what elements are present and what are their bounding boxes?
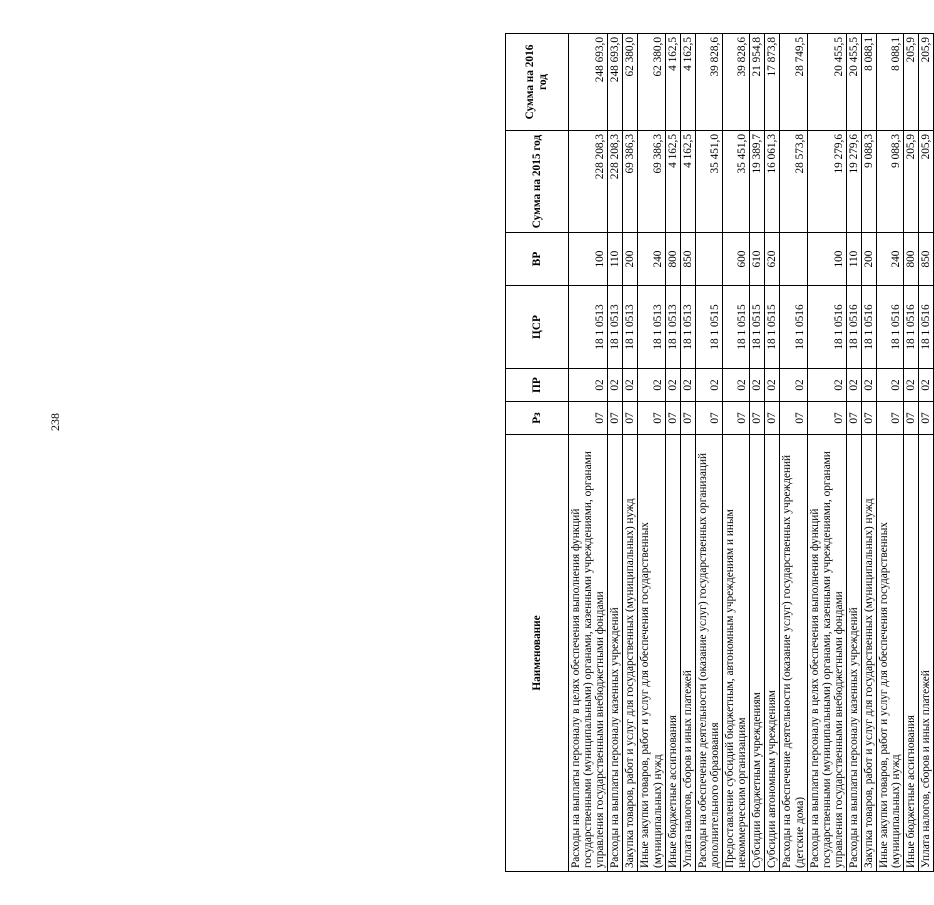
table-row	[723, 34, 750, 872]
row-vr	[780, 233, 807, 286]
table-row	[904, 34, 919, 872]
row-vr: 800	[665, 233, 680, 286]
header-rz: Рз	[506, 402, 569, 435]
row-vr: 850	[680, 233, 695, 286]
row-sum-2016: 248 693,0	[569, 34, 608, 131]
row-name: Иные бюджетные ассигнования	[665, 435, 680, 872]
table-header-row	[506, 34, 569, 872]
row-sum-2016: 62 380,0	[638, 34, 665, 131]
row-name: Расходы на выплаты персоналу казенных учреждений	[608, 435, 623, 872]
row-sum-2016: 21 954,8	[750, 34, 765, 131]
table-row	[861, 34, 876, 872]
table-row	[846, 34, 861, 872]
row-rz: 07	[569, 402, 608, 435]
row-rz: 07	[680, 402, 695, 435]
row-sum-2016: 205,9	[904, 34, 919, 131]
header-sum-2016: Сумма на 2016 год	[506, 34, 569, 131]
row-csr: 18 1 0515	[765, 286, 780, 369]
row-sum-2015: 69 386,3	[623, 131, 638, 233]
row-csr: 18 1 0513	[680, 286, 695, 369]
row-name: Уплата налогов, сборов и иных платежей	[919, 435, 934, 872]
row-pr: 02	[904, 369, 919, 402]
row-sum-2016: 248 693,0	[608, 34, 623, 131]
row-sum-2015: 4 162,5	[665, 131, 680, 233]
row-vr: 100	[807, 233, 846, 286]
row-rz: 07	[638, 402, 665, 435]
row-sum-2015: 205,9	[904, 131, 919, 233]
table-row	[807, 34, 846, 872]
row-csr: 18 1 0513	[638, 286, 665, 369]
table-row	[569, 34, 608, 872]
row-sum-2015: 228 208,3	[569, 131, 608, 233]
row-pr: 02	[780, 369, 807, 402]
row-vr: 200	[861, 233, 876, 286]
row-rz: 07	[623, 402, 638, 435]
row-name: Расходы на обеспечение деятельности (оказание услуг) государственных учреждений (детские дома)	[780, 435, 807, 872]
row-vr: 240	[638, 233, 665, 286]
row-csr: 18 1 0513	[665, 286, 680, 369]
row-pr: 02	[846, 369, 861, 402]
row-vr: 610	[750, 233, 765, 286]
row-rz: 07	[750, 402, 765, 435]
row-sum-2016: 8 088,1	[877, 34, 904, 131]
row-sum-2016: 20 455,5	[807, 34, 846, 131]
budget-table	[505, 33, 934, 872]
row-sum-2015: 205,9	[919, 131, 934, 233]
row-name: Расходы на обеспечение деятельности (оказание услуг) государственных организаций дополнительного образования	[695, 435, 722, 872]
row-sum-2015: 16 061,3	[765, 131, 780, 233]
row-rz: 07	[723, 402, 750, 435]
row-sum-2015: 35 451,0	[695, 131, 722, 233]
row-vr: 240	[877, 233, 904, 286]
row-name: Субсидии автономным учреждениям	[765, 435, 780, 872]
row-sum-2015: 19 279,6	[846, 131, 861, 233]
row-csr: 18 1 0516	[877, 286, 904, 369]
row-pr: 02	[608, 369, 623, 402]
row-pr: 02	[569, 369, 608, 402]
row-vr: 600	[723, 233, 750, 286]
row-rz: 07	[807, 402, 846, 435]
row-sum-2015: 4 162,5	[680, 131, 695, 233]
row-name: Расходы на выплаты персоналу казенных учреждений	[846, 435, 861, 872]
row-csr: 18 1 0516	[861, 286, 876, 369]
row-sum-2016: 39 828,6	[723, 34, 750, 131]
row-sum-2015: 35 451,0	[723, 131, 750, 233]
row-name: Иные бюджетные ассигнования	[904, 435, 919, 872]
row-name: Предоставление субсидий бюджетным, автономным учреждениям и иным некоммерческим организациям	[723, 435, 750, 872]
row-sum-2015: 9 088,3	[861, 131, 876, 233]
row-sum-2015: 69 386,3	[638, 131, 665, 233]
row-rz: 07	[780, 402, 807, 435]
row-rz: 07	[765, 402, 780, 435]
row-rz: 07	[904, 402, 919, 435]
row-csr: 18 1 0515	[750, 286, 765, 369]
table-row	[780, 34, 807, 872]
header-name: Наименование	[506, 435, 569, 872]
row-csr: 18 1 0516	[919, 286, 934, 369]
row-pr: 02	[623, 369, 638, 402]
table-row	[765, 34, 780, 872]
row-sum-2016: 4 162,5	[680, 34, 695, 131]
header-sum-2015: Сумма на 2015 год	[506, 131, 569, 233]
row-name: Иные закупки товаров, работ и услуг для обеспечения государственных (муниципальных) нужд	[877, 435, 904, 872]
row-name: Субсидии бюджетным учреждениям	[750, 435, 765, 872]
row-rz: 07	[919, 402, 934, 435]
table-row	[623, 34, 638, 872]
row-vr: 850	[919, 233, 934, 286]
table-row	[608, 34, 623, 872]
row-name: Расходы на выплаты персоналу в целях обеспечения выполнения функций государственными (муниципальными) органами, казенными учреждениями, органами управления государственными внебюджетными фондами	[569, 435, 608, 872]
row-name: Расходы на выплаты персоналу в целях обеспечения выполнения функций государственными (муниципальными) органами, казенными учреждениями, органами управления государственными внебюджетными фондами	[807, 435, 846, 872]
row-csr: 18 1 0513	[569, 286, 608, 369]
budget-table-sheet	[505, 34, 933, 872]
row-sum-2016: 28 749,5	[780, 34, 807, 131]
row-sum-2016: 4 162,5	[665, 34, 680, 131]
row-name: Закупка товаров, работ и услуг для государственных (муниципальных) нужд	[623, 435, 638, 872]
table-row	[665, 34, 680, 872]
page-number: 238	[48, 413, 62, 431]
row-csr: 18 1 0516	[780, 286, 807, 369]
row-vr: 620	[765, 233, 780, 286]
row-rz: 07	[846, 402, 861, 435]
row-pr: 02	[665, 369, 680, 402]
row-name: Иные закупки товаров, работ и услуг для обеспечения государственных (муниципальных) нужд	[638, 435, 665, 872]
row-sum-2015: 19 279,6	[807, 131, 846, 233]
row-rz: 07	[861, 402, 876, 435]
row-rz: 07	[665, 402, 680, 435]
table-row	[680, 34, 695, 872]
row-rz: 07	[608, 402, 623, 435]
row-pr: 02	[877, 369, 904, 402]
row-csr: 18 1 0515	[695, 286, 722, 369]
row-sum-2016: 62 380,0	[623, 34, 638, 131]
table-row	[919, 34, 934, 872]
row-csr: 18 1 0516	[904, 286, 919, 369]
row-sum-2016: 39 828,6	[695, 34, 722, 131]
row-sum-2015: 228 208,3	[608, 131, 623, 233]
row-rz: 07	[695, 402, 722, 435]
header-pr: ПР	[506, 369, 569, 402]
row-vr: 110	[846, 233, 861, 286]
row-sum-2016: 205,9	[919, 34, 934, 131]
row-csr: 18 1 0516	[846, 286, 861, 369]
row-vr: 100	[569, 233, 608, 286]
row-pr: 02	[807, 369, 846, 402]
row-pr: 02	[750, 369, 765, 402]
row-sum-2016: 8 088,1	[861, 34, 876, 131]
row-name: Закупка товаров, работ и услуг для государственных (муниципальных) нужд	[861, 435, 876, 872]
row-vr: 800	[904, 233, 919, 286]
row-sum-2015: 28 573,8	[780, 131, 807, 233]
row-csr: 18 1 0515	[723, 286, 750, 369]
row-csr: 18 1 0516	[807, 286, 846, 369]
row-pr: 02	[695, 369, 722, 402]
row-name: Уплата налогов, сборов и иных платежей	[680, 435, 695, 872]
header-csr: ЦСР	[506, 286, 569, 369]
row-pr: 02	[723, 369, 750, 402]
row-vr	[695, 233, 722, 286]
row-vr: 200	[623, 233, 638, 286]
table-row	[877, 34, 904, 872]
row-pr: 02	[638, 369, 665, 402]
row-sum-2016: 17 873,8	[765, 34, 780, 131]
row-csr: 18 1 0513	[623, 286, 638, 369]
row-pr: 02	[861, 369, 876, 402]
row-sum-2015: 19 389,7	[750, 131, 765, 233]
row-sum-2016: 20 455,5	[846, 34, 861, 131]
row-rz: 07	[877, 402, 904, 435]
row-pr: 02	[919, 369, 934, 402]
row-sum-2015: 9 088,3	[877, 131, 904, 233]
header-vr: ВР	[506, 233, 569, 286]
row-pr: 02	[680, 369, 695, 402]
table-row	[695, 34, 722, 872]
table-row	[638, 34, 665, 872]
row-pr: 02	[765, 369, 780, 402]
row-csr: 18 1 0513	[608, 286, 623, 369]
table-row	[750, 34, 765, 872]
row-vr: 110	[608, 233, 623, 286]
